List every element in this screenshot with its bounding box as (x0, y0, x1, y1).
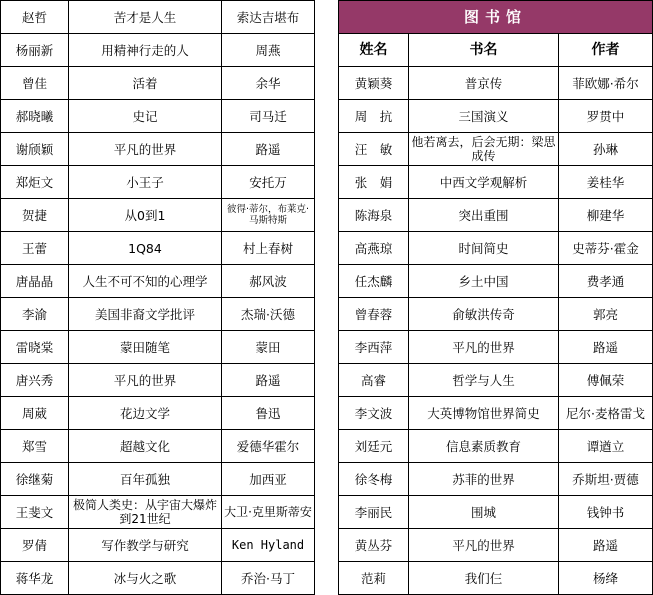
author-cell: 菲欧娜·希尔 (559, 67, 653, 100)
book-title-cell: 俞敏洪传奇 (409, 298, 559, 331)
name-cell: 曾佳 (1, 67, 69, 100)
name-cell: 陈海泉 (339, 199, 409, 232)
book-title-cell: 活着 (69, 67, 222, 100)
name-cell: 郑雪 (1, 430, 69, 463)
book-title-cell: 他若离去，后会无期：梁思成传 (409, 133, 559, 166)
author-cell: 路遥 (222, 364, 315, 397)
name-cell: 贺捷 (1, 199, 69, 232)
name-cell: 蒋华龙 (1, 562, 69, 595)
table-row (1, 166, 315, 199)
table-row (339, 496, 653, 529)
author-cell: 鲁迅 (222, 397, 315, 430)
book-title-cell: 从0到1 (69, 199, 222, 232)
name-cell: 赵哲 (1, 1, 69, 34)
table-row (339, 529, 653, 562)
library-title: 图书馆 (339, 1, 653, 34)
table-row (339, 232, 653, 265)
table-row (1, 397, 315, 430)
author-cell: 杨绛 (559, 562, 653, 595)
name-cell: 唐晶晶 (1, 265, 69, 298)
table-row (1, 496, 315, 529)
library-book-table (338, 0, 653, 595)
name-cell: 高燕琼 (339, 232, 409, 265)
table-row (339, 199, 653, 232)
table-row (1, 298, 315, 331)
book-title-cell: 百年孤独 (69, 463, 222, 496)
table-row (339, 331, 653, 364)
table-row (339, 298, 653, 331)
book-title-cell: 中西文学观解析 (409, 166, 559, 199)
author-cell: 杰瑞·沃德 (222, 298, 315, 331)
book-title-cell: 苏菲的世界 (409, 463, 559, 496)
author-cell: 史蒂芬·霍金 (559, 232, 653, 265)
book-title-cell: 平凡的世界 (69, 364, 222, 397)
book-title-cell: 平凡的世界 (409, 529, 559, 562)
table-row (1, 331, 315, 364)
table-row (1, 430, 315, 463)
author-cell: 谭遒立 (559, 430, 653, 463)
table-row (339, 265, 653, 298)
header-row (339, 34, 653, 67)
table-row (1, 199, 315, 232)
name-cell: 任杰麟 (339, 265, 409, 298)
table-row (339, 397, 653, 430)
table-row (1, 562, 315, 595)
author-cell: 索达吉堪布 (222, 1, 315, 34)
name-cell: 唐兴秀 (1, 364, 69, 397)
book-title-cell: 超越文化 (69, 430, 222, 463)
header-name: 姓名 (339, 34, 409, 67)
table-row (339, 67, 653, 100)
book-title-cell: 三国演义 (409, 100, 559, 133)
header-author: 作者 (559, 34, 653, 67)
name-cell: 王蕾 (1, 232, 69, 265)
table-row (1, 1, 315, 34)
book-title-cell: 苦才是人生 (69, 1, 222, 34)
author-cell: Ken Hyland (222, 529, 315, 562)
author-cell: 钱钟书 (559, 496, 653, 529)
book-title-cell: 平凡的世界 (409, 331, 559, 364)
name-cell: 谢颀颖 (1, 133, 69, 166)
name-cell: 王斐文 (1, 496, 69, 529)
table-row (339, 562, 653, 595)
table-row (1, 34, 315, 67)
table-row (1, 67, 315, 100)
book-title-cell: 小王子 (69, 166, 222, 199)
book-title-cell: 蒙田随笔 (69, 331, 222, 364)
book-title-cell: 人生不可不知的心理学 (69, 265, 222, 298)
book-title-cell: 冰与火之歌 (69, 562, 222, 595)
author-cell: 尼尔·麦格雷戈 (559, 397, 653, 430)
name-cell: 周 抗 (339, 100, 409, 133)
book-title-cell: 极简人类史：从宇宙大爆炸到21世纪 (69, 496, 222, 529)
author-cell: 安托万 (222, 166, 315, 199)
book-title-cell: 普京传 (409, 67, 559, 100)
name-cell: 徐冬梅 (339, 463, 409, 496)
author-cell: 周燕 (222, 34, 315, 67)
book-title-cell: 围城 (409, 496, 559, 529)
book-title-cell: 用精神行走的人 (69, 34, 222, 67)
left-book-table (0, 0, 315, 595)
author-cell: 大卫·克里斯蒂安 (222, 496, 315, 529)
book-title-cell: 信息素质教育 (409, 430, 559, 463)
book-title-cell: 大英博物馆世界简史 (409, 397, 559, 430)
book-title-cell: 美国非裔文学批评 (69, 298, 222, 331)
name-cell: 李文波 (339, 397, 409, 430)
name-cell: 杨丽新 (1, 34, 69, 67)
book-title-cell: 花边文学 (69, 397, 222, 430)
name-cell: 曾春蓉 (339, 298, 409, 331)
table-row (339, 430, 653, 463)
book-title-cell: 写作教学与研究 (69, 529, 222, 562)
author-cell: 彼得·蒂尔，布莱克·马斯特斯 (222, 199, 315, 232)
name-cell: 周葳 (1, 397, 69, 430)
author-cell: 郝风波 (222, 265, 315, 298)
table-row (339, 463, 653, 496)
author-cell: 乔治·马丁 (222, 562, 315, 595)
author-cell: 路遥 (559, 529, 653, 562)
name-cell: 李丽民 (339, 496, 409, 529)
author-cell: 傅佩荣 (559, 364, 653, 397)
table-row (1, 133, 315, 166)
name-cell: 罗倩 (1, 529, 69, 562)
book-title-cell: 史记 (69, 100, 222, 133)
author-cell: 乔斯坦·贾德 (559, 463, 653, 496)
name-cell: 黄丛芬 (339, 529, 409, 562)
title-row (339, 1, 653, 34)
name-cell: 高睿 (339, 364, 409, 397)
table-row (1, 529, 315, 562)
book-title-cell: 哲学与人生 (409, 364, 559, 397)
author-cell: 费孝通 (559, 265, 653, 298)
table-row (339, 364, 653, 397)
table-row (339, 166, 653, 199)
author-cell: 郭亮 (559, 298, 653, 331)
author-cell: 余华 (222, 67, 315, 100)
table-row (1, 100, 315, 133)
name-cell: 李渝 (1, 298, 69, 331)
book-title-cell: 乡土中国 (409, 265, 559, 298)
book-title-cell: 平凡的世界 (69, 133, 222, 166)
name-cell: 范莉 (339, 562, 409, 595)
author-cell: 路遥 (222, 133, 315, 166)
author-cell: 加西亚 (222, 463, 315, 496)
table-row (1, 232, 315, 265)
name-cell: 李西萍 (339, 331, 409, 364)
name-cell: 张 娟 (339, 166, 409, 199)
author-cell: 姜桂华 (559, 166, 653, 199)
book-title-cell: 突出重围 (409, 199, 559, 232)
author-cell: 路遥 (559, 331, 653, 364)
author-cell: 爱德华霍尔 (222, 430, 315, 463)
name-cell: 黄颖葵 (339, 67, 409, 100)
author-cell: 村上春树 (222, 232, 315, 265)
table-row (1, 364, 315, 397)
book-title-cell: 时间简史 (409, 232, 559, 265)
table-row (1, 463, 315, 496)
book-title-cell: 我们仨 (409, 562, 559, 595)
name-cell: 徐继菊 (1, 463, 69, 496)
author-cell: 孙琳 (559, 133, 653, 166)
name-cell: 郑炬文 (1, 166, 69, 199)
table-row (339, 100, 653, 133)
author-cell: 柳建华 (559, 199, 653, 232)
author-cell: 蒙田 (222, 331, 315, 364)
name-cell: 雷晓棠 (1, 331, 69, 364)
table-row (1, 265, 315, 298)
name-cell: 郝晓曦 (1, 100, 69, 133)
header-book-title: 书名 (409, 34, 559, 67)
name-cell: 刘廷元 (339, 430, 409, 463)
name-cell: 汪 敏 (339, 133, 409, 166)
table-row (339, 133, 653, 166)
author-cell: 罗贯中 (559, 100, 653, 133)
book-title-cell: 1Q84 (69, 232, 222, 265)
author-cell: 司马迁 (222, 100, 315, 133)
